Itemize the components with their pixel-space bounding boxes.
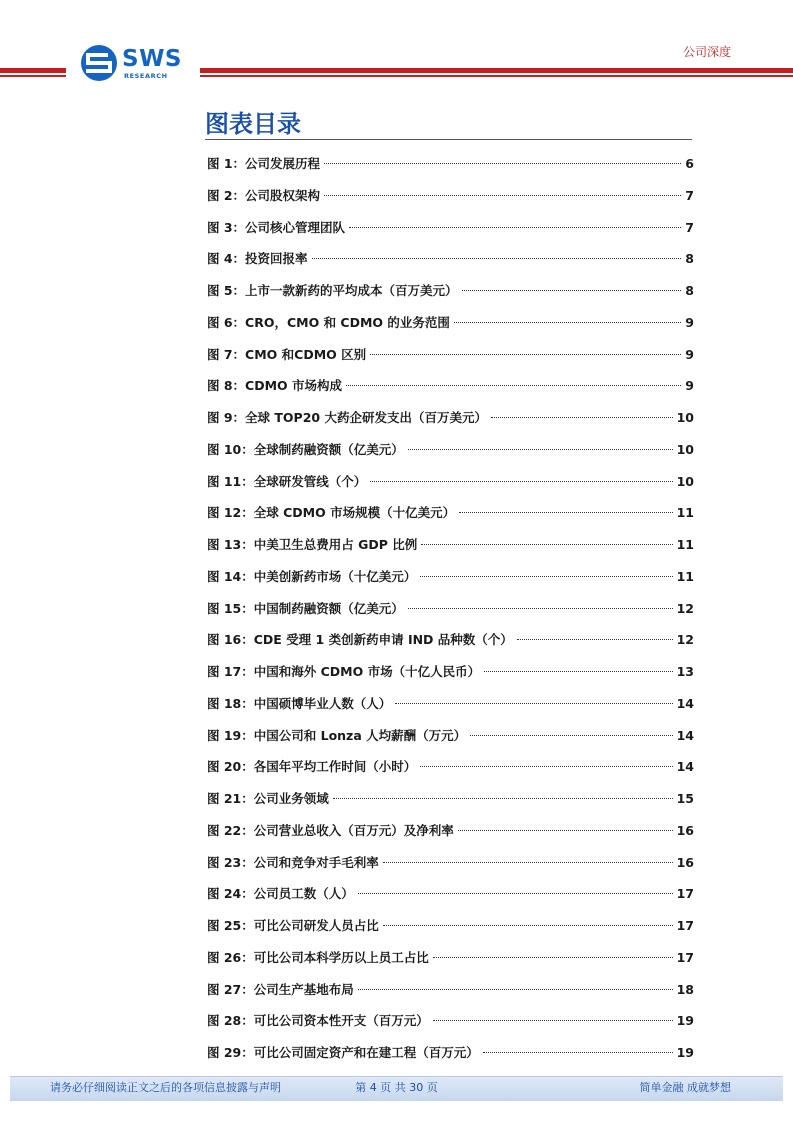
toc-entry[interactable] [207, 656, 694, 688]
toc-entry[interactable] [207, 243, 694, 275]
toc-entry-label: 图 17：中国和海外 CDMO 市场（十亿人民币） [207, 664, 481, 679]
toc-entry-page: 14 [676, 695, 694, 711]
toc-entry-page: 14 [676, 759, 694, 775]
toc-entry-label: 图 5：上市一款新药的平均成本（百万美元） [207, 283, 458, 298]
footer-page-number: 第 4 页 共 30 页 [355, 1081, 438, 1094]
toc-entry-page: 7 [685, 219, 694, 235]
toc-entry-label: 图 2：公司股权架构 [207, 187, 321, 203]
toc-dot-leader [408, 608, 673, 609]
toc-entry[interactable] [207, 878, 694, 910]
toc-entry[interactable] [207, 942, 694, 974]
toc-entry-label: 图 23：公司和竞争对手毛利率 [207, 854, 379, 870]
footer-disclaimer: 请务必仔细阅读正文之后的各项信息披露与声明 [50, 1081, 281, 1094]
toc-entry-page: 9 [685, 346, 694, 362]
toc-entry-label: 图 25：可比公司研发人员占比 [207, 918, 379, 933]
toc-dot-leader [324, 163, 681, 164]
toc-dot-leader [517, 639, 673, 640]
toc-dot-leader [358, 893, 673, 894]
toc-dot-leader [483, 1052, 673, 1053]
toc-entry-label: 图 9：全球 TOP20 大药企研发支出（百万美元） [207, 410, 487, 425]
toc-entry[interactable] [207, 561, 694, 593]
toc-dot-leader [370, 481, 672, 482]
toc-dot-leader [370, 354, 681, 355]
page-title: 图表目录 [205, 110, 301, 138]
toc-dot-leader [312, 258, 682, 259]
toc-entry-label: 图 21：公司业务领域 [207, 791, 329, 806]
toc-entry-label: 图 15：中国制药融资额（亿美元） [207, 600, 404, 616]
toc-entry-label: 图 7：CMO 和CDMO 区别 [207, 346, 367, 362]
toc-entry[interactable] [207, 624, 694, 656]
header-rule-left [0, 68, 66, 78]
toc-dot-leader [349, 227, 681, 228]
toc-entry-label: 图 29：可比公司固定资产和在建工程（百万元） [207, 1045, 479, 1060]
toc-dot-leader [462, 290, 682, 291]
toc-entry-label: 图 26：可比公司本科学历以上员工占比 [207, 949, 429, 965]
toc-entry-page: 8 [685, 283, 694, 298]
toc-dot-leader [383, 925, 673, 926]
toc-entry[interactable] [207, 1037, 694, 1069]
toc-entry-label: 图 6：CRO，CMO 和 CDMO 的业务范围 [207, 314, 450, 330]
toc-entry-page: 16 [676, 854, 694, 870]
toc-entry-label: 图 10：全球制药融资额（亿美元） [207, 441, 404, 457]
toc-entry-page: 19 [676, 1013, 694, 1029]
toc-dot-leader [346, 385, 681, 386]
toc-entry-label: 图 28：可比公司资本性开支（百万元） [207, 1013, 429, 1029]
toc-entry-page: 11 [676, 537, 694, 552]
toc-dot-leader [458, 830, 673, 831]
toc-entry-page: 10 [676, 441, 694, 457]
toc-entry[interactable] [207, 1005, 694, 1037]
toc-dot-leader [459, 512, 673, 513]
toc-entry-label: 图 13：中美卫生总费用占 GDP 比例 [207, 537, 418, 552]
toc-entry-label: 图 1：公司发展历程 [207, 156, 321, 171]
toc-entry-page: 18 [676, 981, 694, 997]
toc-entry-page: 17 [676, 949, 694, 965]
toc-entry-label: 图 16：CDE 受理 1 类创新药申请 IND 品种数（个） [207, 632, 513, 648]
report-type-label: 公司深度 [682, 45, 731, 59]
toc-dot-leader [421, 544, 672, 545]
toc-entry[interactable] [207, 275, 694, 307]
toc-entry-page: 6 [685, 156, 694, 171]
toc-entry[interactable] [207, 434, 694, 466]
toc-entry-label: 图 8：CDMO 市场构成 [207, 378, 343, 394]
toc-dot-leader [484, 671, 673, 672]
toc-entry-label: 图 20：各国年平均工作时间（小时） [207, 759, 417, 775]
toc-entry-label: 图 14：中美创新药市场（十亿美元） [207, 568, 417, 584]
toc-entry-label: 图 12：全球 CDMO 市场规模（十亿美元） [207, 505, 456, 521]
toc-dot-leader [433, 957, 673, 958]
logo-subtext: RESEARCH [124, 72, 168, 80]
toc-entry-page: 11 [676, 568, 694, 584]
toc-entry-page: 9 [685, 314, 694, 330]
toc-entry[interactable] [207, 307, 694, 339]
toc-entry-page: 10 [676, 410, 694, 425]
toc-entry-page: 7 [685, 187, 694, 203]
toc-entry[interactable] [207, 339, 694, 371]
toc-entry-label: 图 4：投资回报率 [207, 251, 308, 267]
toc-entry-label: 图 11：全球研发管线（个） [207, 473, 367, 489]
toc-entry-page: 8 [685, 251, 694, 267]
toc-entry-label: 图 22：公司营业总收入（百万元）及净利率 [207, 822, 454, 838]
toc-entry[interactable] [207, 847, 694, 879]
toc-entry[interactable] [207, 148, 694, 180]
toc-entry-page: 14 [676, 727, 694, 743]
toc-entry-page: 17 [676, 886, 694, 902]
toc-dot-leader [420, 576, 672, 577]
footer-slogan: 简单金融 成就梦想 [639, 1081, 731, 1094]
toc-entry[interactable] [207, 212, 694, 244]
toc-entry[interactable] [207, 180, 694, 212]
toc-dot-leader [333, 798, 673, 799]
toc-entry[interactable] [207, 974, 694, 1006]
toc-entry[interactable] [207, 466, 694, 498]
toc-entry-page: 12 [676, 632, 694, 648]
figure-toc-list [207, 148, 694, 1069]
toc-entry-label: 图 18：中国硕博毕业人数（人） [207, 695, 392, 711]
sws-logo-icon [80, 44, 118, 82]
toc-entry[interactable] [207, 529, 694, 561]
toc-entry[interactable] [207, 370, 694, 402]
toc-entry[interactable] [207, 910, 694, 942]
toc-entry-page: 19 [676, 1045, 694, 1060]
toc-entry-page: 10 [676, 473, 694, 489]
toc-entry-page: 13 [676, 664, 694, 679]
toc-entry-page: 12 [676, 600, 694, 616]
toc-entry-page: 11 [676, 505, 694, 521]
toc-entry[interactable] [207, 783, 694, 815]
toc-dot-leader [433, 1020, 673, 1021]
toc-dot-leader [358, 989, 673, 990]
toc-entry[interactable] [207, 497, 694, 529]
toc-dot-leader [470, 735, 672, 736]
header-rule-right [200, 68, 793, 78]
toc-entry[interactable] [207, 751, 694, 783]
toc-entry-label: 图 24：公司员工数（人） [207, 886, 354, 902]
toc-dot-leader [454, 322, 681, 323]
toc-entry-page: 17 [676, 918, 694, 933]
toc-entry-page: 9 [685, 378, 694, 394]
toc-entry-label: 图 3：公司核心管理团队 [207, 219, 346, 235]
toc-entry-label: 图 27：公司生产基地布局 [207, 981, 354, 997]
toc-dot-leader [408, 449, 673, 450]
title-divider [205, 139, 692, 140]
toc-entry[interactable] [207, 688, 694, 720]
logo-text: SWS [122, 46, 182, 72]
toc-entry[interactable] [207, 402, 694, 434]
toc-dot-leader [491, 417, 673, 418]
toc-entry-page: 15 [676, 791, 694, 806]
toc-entry[interactable] [207, 593, 694, 625]
toc-entry[interactable] [207, 815, 694, 847]
toc-dot-leader [420, 766, 672, 767]
toc-entry-page: 16 [676, 822, 694, 838]
toc-entry[interactable] [207, 720, 694, 752]
toc-dot-leader [324, 195, 681, 196]
sws-logo [80, 44, 190, 84]
toc-dot-leader [383, 862, 673, 863]
toc-entry-label: 图 19：中国公司和 Lonza 人均薪酬（万元） [207, 727, 467, 743]
toc-dot-leader [395, 703, 672, 704]
